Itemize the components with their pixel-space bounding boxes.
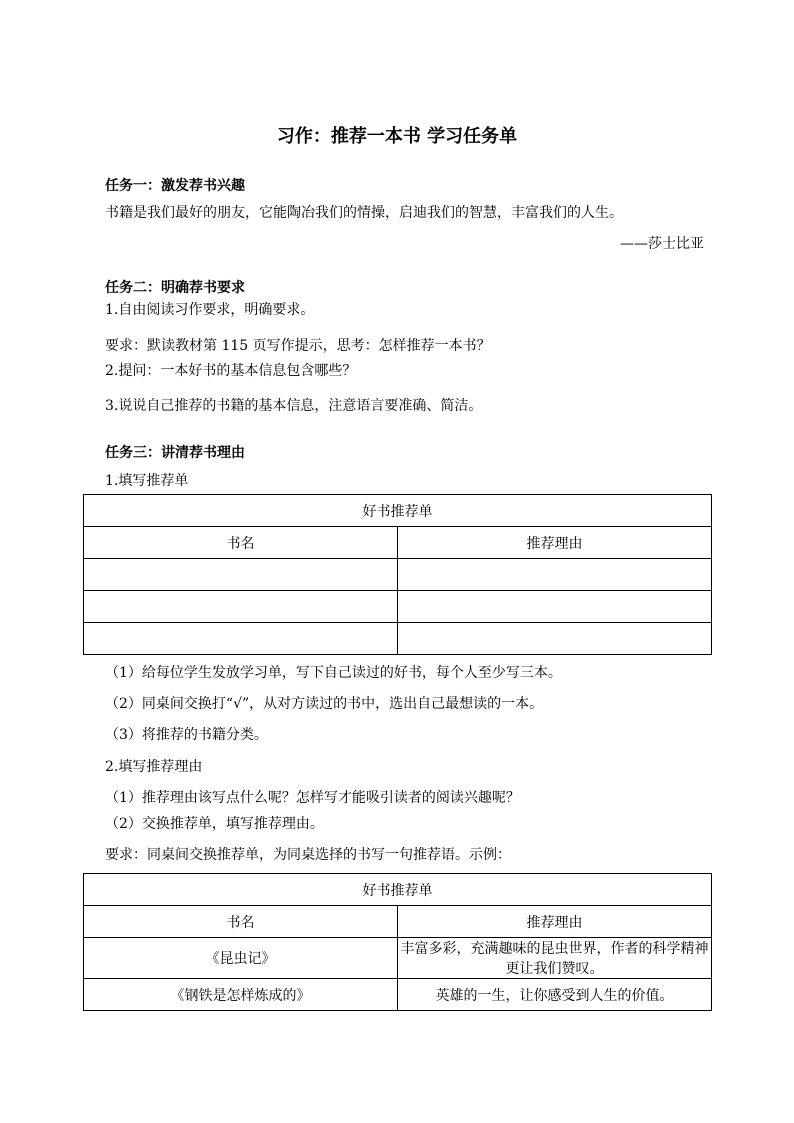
table2-cell-book: 《昆虫记》 [84,938,398,979]
task2-requirement: 要求：默读教材第 115 页写作提示，思考：怎样推荐一本书？ [105,338,491,354]
table1-cell-reason[interactable] [398,623,712,655]
table-row [84,623,712,655]
table2-col-reason: 推荐理由 [398,906,712,938]
table1-cell-book[interactable] [84,559,398,591]
table1-col-reason: 推荐理由 [398,527,712,559]
table2-cell-reason: 英雄的一生，让你感受到人生的价值。 [398,979,712,1011]
task2-item3: 3.说说自己推荐的书籍的基本信息，注意语言要准确、简洁。 [105,398,483,414]
recommendation-table-blank [83,494,712,655]
table1-cell-reason[interactable] [398,591,712,623]
table1-col-bookname: 书名 [84,527,398,559]
task3-step2: 2.填写推荐理由 [105,759,203,775]
table2-title: 好书推荐单 [84,874,712,906]
task3-requirement: 要求：同桌间交换推荐单，为同桌选择的书写一句推荐语。示例： [105,847,511,863]
table-row [84,559,712,591]
page-title: 习作：推荐一本书 学习任务单 [276,126,518,147]
table-row [84,979,712,1011]
task2-heading: 任务二：明确荐书要求 [105,280,245,296]
table-row [84,591,712,623]
task3-sub2: （2）同桌间交换打“√”，从对方读过的书中，选出自己最想读的一本。 [105,696,544,712]
task2-item1: 1.自由阅读习作要求，明确要求。 [105,302,315,318]
task1-heading: 任务一：激发荐书兴趣 [105,178,245,194]
table1-cell-book[interactable] [84,623,398,655]
task1-quote: 书籍是我们最好的朋友，它能陶冶我们的情操，启迪我们的智慧，丰富我们的人生。 [105,205,623,221]
table1-cell-reason[interactable] [398,559,712,591]
task3-sub4: （1）推荐理由该写点什么呢？怎样写才能吸引读者的阅读兴趣呢？ [105,790,520,806]
table2-col-bookname: 书名 [84,906,398,938]
task2-item2: 2.提问：一本好书的基本信息包含哪些？ [105,363,357,379]
task3-step1: 1.填写推荐单 [105,473,189,489]
task3-heading: 任务三：讲清荐书理由 [105,445,245,461]
task1-author: ——莎士比亚 [620,236,704,252]
task3-sub1: （1）给每位学生发放学习单，写下自己读过的好书，每个人至少写三本。 [105,665,562,681]
task3-sub5: （2）交换推荐单，填写推荐理由。 [105,816,324,832]
task3-sub3: （3）将推荐的书籍分类。 [105,727,268,743]
table1-cell-book[interactable] [84,591,398,623]
table2-cell-book: 《钢铁是怎样炼成的》 [84,979,398,1011]
table1-title: 好书推荐单 [84,495,712,527]
table2-cell-reason: 丰富多彩，充满趣味的昆虫世界，作者的科学精神更让我们赞叹。 [398,938,712,979]
recommendation-table-example [83,873,712,1011]
table-row [84,938,712,979]
